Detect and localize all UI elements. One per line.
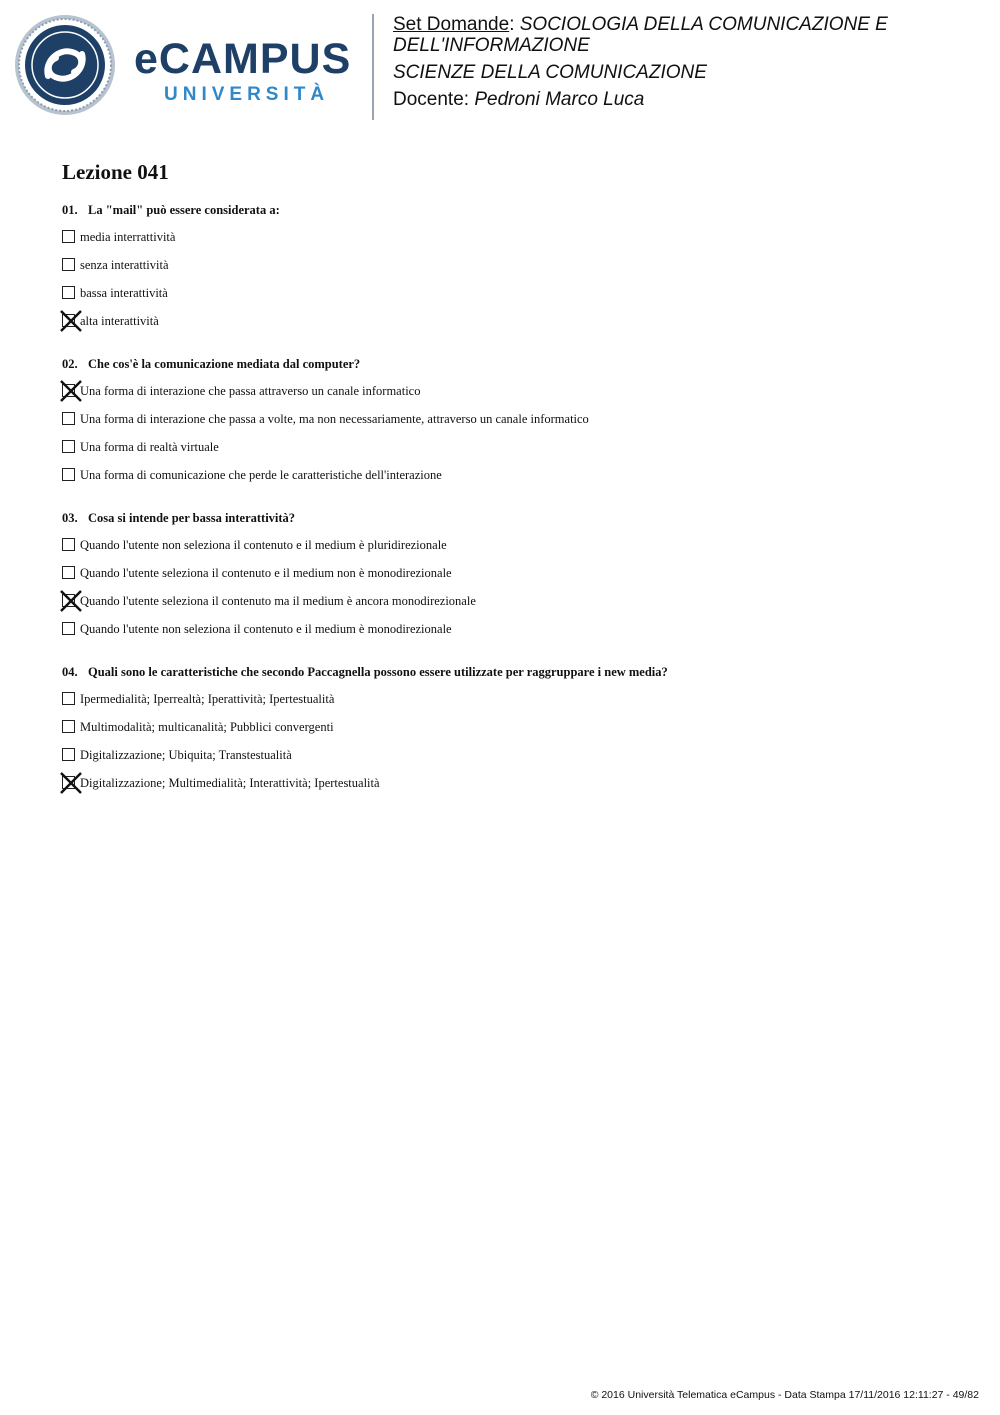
question-block (62, 511, 962, 637)
answer-option[interactable] (62, 411, 962, 427)
answer-checkbox[interactable] (62, 692, 75, 705)
answer-checkbox[interactable] (62, 412, 75, 425)
answer-option[interactable] (62, 313, 962, 329)
answer-checkbox[interactable] (62, 440, 75, 453)
question-text (62, 203, 962, 217)
answer-option[interactable] (62, 537, 962, 553)
program-name: SCIENZE DELLA COMUNICAZIONE (393, 62, 707, 83)
answer-label: Una forma di interazione che passa a volte, ma non necessariamente, attraverso un canale informatico (80, 412, 589, 426)
set-separator: : (509, 14, 520, 35)
answer-label: bassa interattività (80, 286, 168, 300)
answer-label: Quando l'utente non seleziona il contenuto e il medium è monodirezionale (80, 622, 452, 636)
brand-subtitle: UNIVERSITÀ (164, 84, 330, 105)
answer-label: media interrattività (80, 230, 176, 244)
answer-option[interactable] (62, 229, 962, 245)
answer-checkbox[interactable] (62, 748, 75, 761)
answer-option[interactable] (62, 747, 962, 763)
question-text (62, 511, 962, 525)
course-title: SOCIOLOGIA DELLA COMUNICAZIONE E DELL'INFORMAZIONE (393, 14, 888, 56)
answer-checkbox[interactable] (62, 622, 75, 635)
answer-option[interactable] (62, 467, 962, 483)
teacher-name: Pedroni Marco Luca (474, 89, 645, 110)
answer-option[interactable] (62, 383, 962, 399)
answer-option[interactable] (62, 439, 962, 455)
course-title-line (393, 14, 983, 56)
answer-label: alta interattività (80, 314, 159, 328)
answer-label: senza interattività (80, 258, 169, 272)
answer-checkbox[interactable] (62, 258, 75, 271)
answer-checkbox[interactable] (62, 468, 75, 481)
program-line (393, 62, 983, 83)
question-block (62, 203, 962, 329)
answer-option[interactable] (62, 621, 962, 637)
answer-label: Quando l'utente non seleziona il contenuto e il medium è pluridirezionale (80, 538, 447, 552)
lesson-title: Lezione 041 (62, 160, 169, 184)
answer-checkbox[interactable] (62, 566, 75, 579)
course-info (393, 14, 983, 116)
question-number: 01. (62, 203, 78, 217)
answer-option[interactable] (62, 775, 962, 791)
answer-checkbox[interactable] (62, 538, 75, 551)
answer-label: Quando l'utente seleziona il contenuto ma il medium è ancora monodirezionale (80, 594, 476, 608)
question-number: 03. (62, 511, 78, 525)
university-seal-icon (14, 14, 116, 116)
answer-label: Una forma di realtà virtuale (80, 440, 219, 454)
answer-option[interactable] (62, 593, 962, 609)
question-block (62, 665, 962, 791)
question-label: Quali sono le caratteristiche che secondo Paccagnella possono essere utilizzate per raggruppare i new media? (88, 665, 668, 679)
header-divider (372, 14, 374, 120)
answer-checkbox[interactable] (62, 720, 75, 733)
question-block (62, 357, 962, 483)
answer-label: Una forma di comunicazione che perde le caratteristiche dell'interazione (80, 468, 442, 482)
answer-option[interactable] (62, 691, 962, 707)
teacher-label: Docente: (393, 89, 475, 110)
answer-label: Digitalizzazione; Ubiquita; Transtestualità (80, 748, 292, 762)
answer-label: Quando l'utente seleziona il contenuto e il medium non è monodirezionale (80, 566, 452, 580)
answer-option[interactable] (62, 257, 962, 273)
answer-option[interactable] (62, 285, 962, 301)
page-header (0, 0, 1000, 130)
answer-label: Multimodalità; multicanalità; Pubblici convergenti (80, 720, 334, 734)
answer-label: Ipermedialità; Iperrealtà; Iperattività; Ipertestualità (80, 692, 335, 706)
question-text (62, 665, 962, 679)
set-label: Set Domande (393, 14, 510, 35)
answer-checkbox[interactable] (62, 286, 75, 299)
question-label: Cosa si intende per bassa interattività? (88, 511, 296, 525)
answer-option[interactable] (62, 719, 962, 735)
brand-logo (134, 36, 360, 116)
answer-option[interactable] (62, 565, 962, 581)
question-label: Che cos'è la comunicazione mediata dal computer? (88, 357, 361, 371)
question-list (62, 203, 962, 819)
question-number: 02. (62, 357, 78, 371)
answer-label: Una forma di interazione che passa attraverso un canale informatico (80, 384, 421, 398)
answer-checkbox[interactable] (62, 230, 75, 243)
brand-wordmark: eCAMPUS (134, 35, 352, 83)
page-footer: © 2016 Università Telematica eCampus - Data Stampa 17/11/2016 12:11:27 - 49/82 (590, 1389, 979, 1401)
question-number: 04. (62, 665, 78, 679)
question-label: La "mail" può essere considerata a: (88, 203, 280, 217)
question-text (62, 357, 962, 371)
answer-label: Digitalizzazione; Multimedialità; Interattività; Ipertestualità (80, 776, 380, 790)
teacher-line (393, 89, 983, 110)
